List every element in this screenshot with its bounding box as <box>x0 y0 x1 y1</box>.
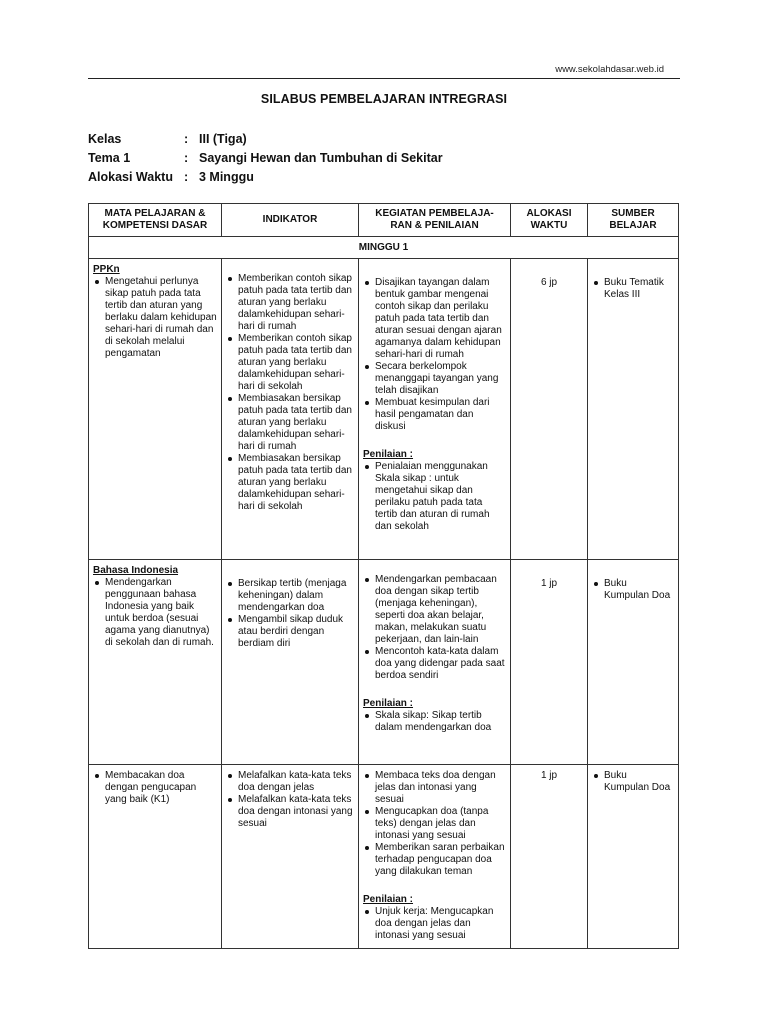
info-label: Alokasi Waktu <box>88 170 173 184</box>
cell-sumber <box>588 259 679 560</box>
penilaian-label: Penilaian : <box>363 894 414 905</box>
list-item: Membiasakan bersikap patuh pada tata tertib dan aturan yang berlaku dalamkehidupan sehari-hari di sekolah <box>238 453 354 513</box>
header-indikator: INDIKATOR <box>222 204 359 237</box>
info-value: Sayangi Hewan dan Tumbuhan di Sekitar <box>199 151 443 165</box>
info-colon: : <box>184 132 189 146</box>
list-item: Membiasakan bersikap patuh pada tata tertib dan aturan yang berlaku dalamkehidupan sehari-hari di rumah <box>238 393 354 453</box>
document-title: SILABUS PEMBELAJARAN INTREGRASI <box>260 92 508 106</box>
cell-kd <box>89 560 222 765</box>
list-item: Unjuk kerja: Mengucapkan doa dengan jelas dan intonasi yang sesuai <box>375 906 506 942</box>
list-item: Memberikan saran perbaikan terhadap pengucapan doa yang dilakukan teman <box>375 842 505 877</box>
week-row <box>89 237 679 259</box>
list-item: Buku Kumpulan Doa <box>604 770 674 794</box>
info-row-alokasi <box>88 168 443 187</box>
info-colon: : <box>184 170 189 184</box>
info-row-kelas <box>88 130 443 149</box>
subject-label: PPKn <box>93 264 120 275</box>
list-item: Mengucapkan doa (tanpa teks) dengan jelas dan intonasi yang sesuai <box>375 806 506 842</box>
list-item: Buku Kumpulan Doa <box>604 578 674 602</box>
cell-alokasi: 6 jp <box>511 259 588 560</box>
list-item: Melafalkan kata-kata teks doa dengan jelas <box>238 770 354 794</box>
penilaian-label: Penilaian : <box>363 698 414 709</box>
list-item: Membuat kesimpulan dari hasil pengamatan dan diskusi <box>375 397 506 433</box>
table-row <box>89 259 679 560</box>
cell-alokasi: 1 jp <box>511 765 588 949</box>
subject-label: Bahasa Indonesia <box>93 565 179 576</box>
header-rule <box>88 78 680 79</box>
list-item: Bersikap tertib (menjaga keheningan) dalam mendengarkan doa <box>238 578 354 614</box>
header-mapel: MATA PELAJARAN & KOMPETENSI DASAR <box>89 204 222 237</box>
cell-indikator <box>222 560 359 765</box>
cell-sumber <box>588 560 679 765</box>
list-item: Skala sikap: Sikap tertib dalam mendengarkan doa <box>375 710 506 734</box>
cell-kd <box>89 765 222 949</box>
header-sumber: SUMBER BELAJAR <box>588 204 679 237</box>
cell-sumber <box>588 765 679 949</box>
cell-indikator <box>222 765 359 949</box>
list-item: Mengetahui perlunya sikap patuh pada tata tertib dan aturan yang berlaku dalam kehidupan sehari-hari di rumah dan di sekolah melalui pengamatan <box>105 276 217 359</box>
cell-kd <box>89 259 222 560</box>
list-item: Membacakan doa dengan pengucapan yang baik (K1) <box>105 770 217 806</box>
header-kegiatan: KEGIATAN PEMBELAJA- RAN & PENILAIAN <box>359 204 511 237</box>
list-item: Mendengarkan pembacaan doa dengan sikap tertib (menjaga keheningan), seperti doa akan belajar, makan, melakukan suatu pekerjaan, dan lain-lain <box>375 574 506 646</box>
info-value: 3 Minggu <box>199 170 254 184</box>
cell-alokasi: 1 jp <box>511 560 588 765</box>
list-item: Disajikan tayangan dalam bentuk gambar mengenai contoh sikap dan perilaku patuh pada tata tertib dan aturan sesuai dengan ajaran agamanya dalam kehidupan sehari-hari di rumah <box>375 277 506 361</box>
info-block <box>88 130 443 187</box>
list-item: Membaca teks doa dengan jelas dan intonasi yang sesuai <box>375 770 506 806</box>
info-value: III (Tiga) <box>199 132 247 146</box>
info-label: Kelas <box>88 132 122 146</box>
cell-kegiatan <box>359 259 511 560</box>
table-header-row <box>89 204 679 237</box>
list-item: Mendengarkan penggunaan bahasa Indonesia yang baik untuk berdoa (sesuai agama yang dianutnya) di sekolah dan di rumah. <box>105 577 217 649</box>
list-item: Buku Tematik Kelas III <box>604 277 674 301</box>
list-item: Mengambil sikap duduk atau berdiri dengan berdiam diri <box>238 614 354 650</box>
list-item: Penialaian menggunakan Skala sikap : untuk mengetahui sikap dan perilaku patuh pada tata tertib dan aturan di rumah dan sekolah <box>375 461 506 533</box>
syllabus-table <box>88 203 679 949</box>
cell-kegiatan <box>359 765 511 949</box>
list-item: Mencontoh kata-kata dalam doa yang didengar pada saat berdoa sendiri <box>375 646 505 681</box>
penilaian-label: Penilaian : <box>363 449 414 460</box>
table-row <box>89 560 679 765</box>
header-alokasi: ALOKASI WAKTU <box>511 204 588 237</box>
table-row <box>89 765 679 949</box>
week-label: MINGGU 1 <box>89 237 679 259</box>
site-url: www.sekolahdasar.web.id <box>555 64 664 75</box>
info-colon: : <box>184 151 189 165</box>
info-row-tema <box>88 149 443 168</box>
list-item: Memberikan contoh sikap patuh pada tata tertib dan aturan yang berlaku dalamkehidupan sehari-hari di rumah <box>238 273 354 333</box>
list-item: Memberikan contoh sikap patuh pada tata tertib dan aturan yang berlaku dalamkehidupan sehari-hari di sekolah <box>238 333 354 393</box>
list-item: Secara berkelompok menanggapi tayangan yang telah disajikan <box>375 361 506 397</box>
cell-kegiatan <box>359 560 511 765</box>
list-item: Melafalkan kata-kata teks doa dengan intonasi yang sesuai <box>238 794 353 829</box>
cell-indikator <box>222 259 359 560</box>
info-label: Tema 1 <box>88 151 131 165</box>
